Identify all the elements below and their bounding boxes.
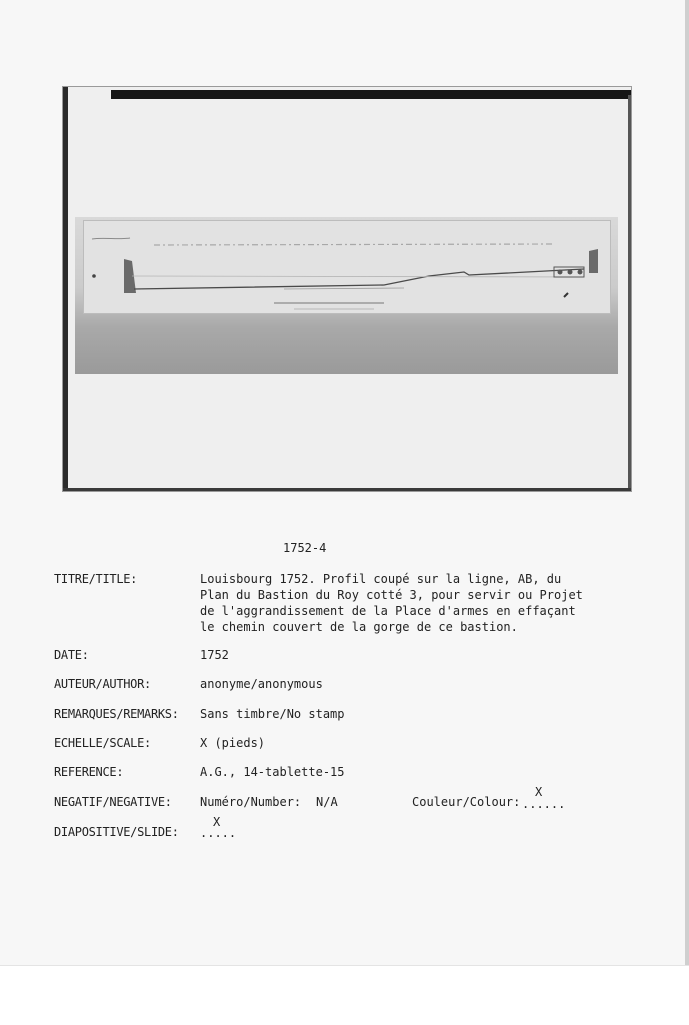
- map-photograph: [62, 86, 632, 492]
- scale-label: ECHELLE/SCALE:: [54, 736, 151, 750]
- reference-number: 1752-4: [283, 541, 327, 555]
- photo-border-top: [111, 90, 631, 99]
- reference-value: A.G., 14-tablette-15: [200, 765, 345, 779]
- date-label: DATE:: [54, 648, 89, 662]
- photo-border-left: [63, 87, 68, 491]
- title-label: TITRE/TITLE:: [54, 572, 138, 586]
- remarks-value: Sans timbre/No stamp: [200, 707, 345, 721]
- negative-colour-label: Couleur/Colour:: [412, 795, 521, 809]
- page-bottom-margin: [0, 965, 689, 1025]
- date-value: 1752: [200, 648, 229, 662]
- scale-value: X (pieds): [200, 736, 266, 750]
- title-line: Plan du Bastion du Roy cotté 3, pour servir ou Projet: [200, 588, 583, 602]
- negative-number-label: Numéro/Number:: [200, 795, 302, 809]
- negative-number-value: N/A: [316, 795, 338, 809]
- remarks-label: REMARQUES/REMARKS:: [54, 707, 179, 721]
- title-line: de l'aggrandissement de la Place d'armes en effaçant: [200, 604, 576, 618]
- slide-mark: X: [213, 815, 221, 829]
- profile-drawing: [83, 220, 611, 314]
- photo-border-right: [628, 95, 631, 489]
- title-line: le chemin couvert de la gorge de ce bastion.: [200, 620, 518, 634]
- negative-label: NEGATIF/NEGATIVE:: [54, 795, 172, 809]
- negative-colour-mark: X: [535, 785, 543, 799]
- page-edge: [685, 0, 689, 1024]
- profile-drawing-sketch: [84, 221, 612, 315]
- author-label: AUTEUR/AUTHOR:: [54, 677, 151, 691]
- reference-label: REFERENCE:: [54, 765, 124, 779]
- author-value: anonyme/anonymous: [200, 677, 323, 691]
- slide-label: DIAPOSITIVE/SLIDE:: [54, 825, 179, 839]
- photo-border-bottom: [63, 488, 631, 491]
- title-value: [200, 572, 600, 636]
- title-line: Louisbourg 1752. Profil coupé sur la ligne, AB, du: [200, 572, 562, 586]
- slide-dots: .....: [200, 826, 237, 840]
- negative-colour-dots: ......: [522, 797, 566, 811]
